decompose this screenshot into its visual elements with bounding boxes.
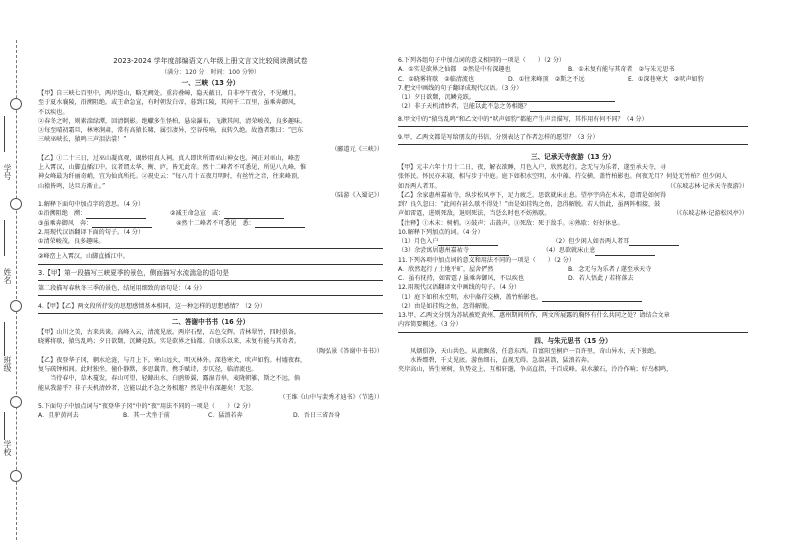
binding-hole bbox=[10, 396, 22, 408]
answer-line[interactable] bbox=[38, 248, 383, 249]
passage-line: 夹岸高山，皆生寒树，负势竞上，互相轩邈，争高直指，千百成峰。泉水激石，泠泠作响；好鸟相鸣， bbox=[398, 366, 673, 374]
passage-line: 【甲】山川之美，古来共谈。高峰入云，清流见底。两岸石壁，五色交辉。青林翠竹，四时俱备。 bbox=[38, 329, 301, 337]
passage-source: （《东坡志林·记承天寺夜游》） bbox=[666, 182, 748, 190]
binding-dashed-line bbox=[16, 40, 17, 540]
passage-notes: 【注释】①木末：树梢。②鼓声：击鼓声。③死敌：死于敌手。④熟歇：好好休息。 bbox=[398, 219, 624, 227]
section-2-title: 二、答谢中书书（16 分） bbox=[171, 318, 250, 327]
passage-text: 如吾两人者耳。 bbox=[398, 182, 441, 190]
q7-item-text: （1）夕日欲颓，沉鳞竞跃。 bbox=[398, 94, 476, 101]
passage-line: 复与疏钟相间。此时独坐，僮仆静默，多思曩昔，携手赋诗，步仄径，临清流也。 bbox=[38, 366, 258, 374]
question-3-cont: 第二段描写春秋冬三季的景色，结尾用细致的语句是：（4 分） bbox=[38, 284, 206, 292]
passage-line: ②春冬之时，则素湍绿潭，回清倒影。绝巘多生怪柏，悬泉瀑布，飞漱其间，清荣峻茂，良多趣味。 bbox=[38, 117, 307, 125]
q2-item: ①清荣峻茂，良多趣味。 bbox=[38, 238, 105, 246]
passage-line: 【甲】自三峡七百里中，两岸连山，略无阙处。重岩叠嶂，隐天蔽日，自非亭午夜分，不见曦月。 bbox=[38, 90, 301, 98]
option-c[interactable]: C．猛浪若奔 bbox=[208, 412, 243, 420]
question-5-options bbox=[38, 411, 383, 420]
passage-s2-yi bbox=[38, 356, 383, 402]
passage-line: 三峡巫峡长，猿鸣三声泪沾裳！” bbox=[38, 136, 127, 144]
question-6: 6.下列各组句子中加点词的意义相同的一项是（ ）（2 分） bbox=[398, 57, 566, 64]
question-9: 9.甲、乙两文都是写给朋友的书信，分别表达了作者怎样的愿望？（3 分） bbox=[398, 133, 599, 141]
binding-margin bbox=[0, 0, 32, 560]
passage-line: 神女峰最为纤丽奇峭，宜为仙真所托。②祝史云：“每八月十五夜月明时，有丝竹之音，往来峰顶， bbox=[38, 173, 304, 181]
passage-line: 到？良久忽曰：“此间有甚么歇不得处！”由是如挂钩之鱼，忽得解脱。若人悟此，虽两阵相接，鼓 bbox=[398, 201, 661, 209]
option-a-b[interactable]: A．①实是欲界之仙都 ②然是中有深趣也 bbox=[398, 66, 511, 74]
passage-jia bbox=[38, 89, 383, 154]
question-6-options bbox=[398, 65, 748, 74]
q12-item bbox=[398, 302, 748, 311]
label-class: 班级 bbox=[3, 356, 12, 372]
section-4-title: 四、与朱元思书（15 分） bbox=[534, 336, 612, 345]
q10-item: （2）但少闲人如吾两人者耳 bbox=[552, 238, 630, 246]
q10-item: （1）月色入户 bbox=[398, 238, 439, 246]
answer-blank[interactable] bbox=[530, 111, 620, 112]
passage-source: （王维《山中与裴秀才迪书》（节选）） bbox=[279, 393, 383, 401]
question-1-row bbox=[38, 209, 383, 218]
option-c[interactable]: C．①晓雾将歇 ②临清流也 bbox=[398, 75, 475, 83]
question-2: 2.用现代汉语翻译下面的句子。（4 分） bbox=[38, 228, 145, 236]
option-d[interactable]: D．吾日三省吾身 bbox=[293, 412, 341, 420]
question-6-options bbox=[398, 75, 748, 84]
passage-line: 至于夏水襄陵，沿溯阻绝。或王命急宣，有时朝发白帝，暮到江陵，其间千二百里，虽乘奔御风， bbox=[38, 99, 301, 107]
q7-item bbox=[398, 102, 748, 111]
passage-s3-jia bbox=[398, 163, 748, 191]
question-1-row bbox=[38, 219, 383, 228]
passage-source: （陶弘景《答谢中书书》） bbox=[312, 347, 383, 355]
name-line bbox=[4, 220, 5, 256]
question-11-options bbox=[398, 274, 748, 283]
question-13: 13.甲、乙两文分别为苏轼被贬黄州、惠州期间所作，两文所展露的胸怀有什么共同之处？请结合文章 bbox=[398, 312, 670, 320]
question-7: 7.把文中画线的句子翻译成现代汉语。（3 分） bbox=[398, 84, 523, 92]
question-11: 11.下列各项中加点词的意义和用法不同的一项是（ ）（2 分） bbox=[398, 256, 575, 264]
label-school: 学校 bbox=[3, 440, 12, 456]
question-4: 4.【甲】【乙】两文段所抒发的思想感情基本相同，这一种怎样的思想感情？（2 分） bbox=[38, 302, 266, 310]
exam-subtitle: （满分：120 分 时间：100 分钟） bbox=[161, 69, 260, 76]
passage-s4 bbox=[398, 347, 748, 375]
q12-item-text: （2）由是如挂钩之鱼，忽得解脱。 bbox=[398, 302, 494, 310]
section-1-title: 一、三峡（13 分） bbox=[181, 79, 240, 87]
q12-item bbox=[398, 293, 748, 302]
q10-item: （4）思欲就床止息 bbox=[542, 247, 596, 255]
question-10-row bbox=[398, 246, 748, 255]
answer-blank[interactable] bbox=[255, 227, 305, 228]
option-c[interactable]: C．虽有抚持，如雷霆 / 虽乘奔御风，不以疾也 bbox=[398, 275, 524, 283]
passage-s2-jia bbox=[38, 328, 383, 356]
passage-line: 不以疾也。 bbox=[38, 108, 69, 116]
student-id-line bbox=[4, 116, 5, 152]
passage-line bbox=[398, 209, 748, 218]
class-line bbox=[4, 322, 5, 358]
option-d[interactable]: D．若人悟此 / 若将落去 bbox=[568, 275, 634, 283]
answer-blank[interactable] bbox=[595, 255, 655, 256]
passage-line: 能从我游乎？非子天机清妙者，岂能以此不急之务相邀？然是中有深趣矣！无忽。 bbox=[38, 384, 258, 392]
answer-line[interactable] bbox=[398, 144, 748, 145]
binding-hole bbox=[10, 470, 22, 482]
passage-line: 水皆缥碧，千丈见底。游鱼细石，直视无碍。急湍甚箭，猛浪若奔。 bbox=[398, 356, 593, 364]
answer-line[interactable] bbox=[398, 126, 748, 127]
right-column bbox=[398, 56, 748, 374]
passage-source: （郦道元《三峡》） bbox=[331, 145, 383, 153]
question-10-row bbox=[398, 237, 748, 246]
answer-line[interactable] bbox=[38, 295, 383, 296]
question-1: 1.解释下面句中加点字的意思。（4 分） bbox=[38, 201, 145, 209]
answer-line[interactable] bbox=[398, 332, 748, 333]
passage-line: 张怀民。怀民亦未寝，相与步于中庭。庭下如积水空明，水中藻、荇交横，盖竹柏影也。何夜无月？何处无竹柏？但少闲人 bbox=[398, 173, 728, 181]
binding-hole bbox=[10, 98, 22, 110]
passage-line: 【乙】余家惠州嘉祐寺，纵步松风亭下，足力疲乏，思欲就床止息。望亭宇尚在木末，意谓是如何得 bbox=[398, 191, 667, 199]
q7-item bbox=[398, 93, 748, 102]
option-d[interactable]: D．①往来峰顶 ②斯之不远 bbox=[508, 75, 585, 83]
answer-line[interactable] bbox=[38, 264, 383, 265]
label-student-id: 学号 bbox=[3, 164, 12, 180]
passage-line: 【乙】夜登华子冈，辋水沦涟，与月上下。寒山远火，明灭林外。深巷寒犬，吠声如豹。村墟夜舂， bbox=[38, 356, 307, 364]
passage-source: （《东坡志林·记游松风亭》） bbox=[672, 210, 748, 218]
passage-line: 【乙】①二十三日，过巫山凝真观，谒妙用真人祠。真人即世所谓巫山神女也。祠正对巫山，峰峦 bbox=[38, 154, 301, 162]
passage-line: 上入霄汉，山脚直插江中。议者谓太华、衡、庐，皆无此奇。然十二峰者不可悉见，所见八九峰，惟 bbox=[38, 164, 307, 172]
passage-yi bbox=[38, 154, 383, 200]
label-name: 姓名 bbox=[3, 268, 12, 284]
option-b[interactable]: B．其一犬坐于前 bbox=[123, 412, 170, 420]
q1-item: ①沿溯阻绝 溯： bbox=[38, 210, 87, 218]
q1-item: ④然十二峰者不可悉见 悉： bbox=[176, 219, 255, 227]
option-a[interactable]: A．欣然起行 / 土地平旷，屋舍俨然 bbox=[398, 265, 494, 273]
option-b[interactable]: B．①未复有能与其奇者 ②与朱元思书 bbox=[568, 66, 675, 74]
passage-line: 山猿皆鸣，达旦方渐止。” bbox=[38, 182, 106, 190]
passage-line: 【甲】元丰六年十月十二日，夜，解衣欲睡，月色入户，欣然起行。念无与为乐者，遂至承天寺，寻 bbox=[398, 164, 667, 172]
option-e[interactable]: E．①深巷寒犬 ②吠声如豹 bbox=[628, 75, 704, 83]
section-3-title: 三、记承天寺夜游（13 分） bbox=[530, 153, 615, 161]
question-12: 12.用现代汉语翻译文中画线的句子。（4 分） bbox=[398, 284, 521, 292]
exam-title: 2023-2024 学年度部编语文八年级上册文言文比较阅读测试卷 bbox=[113, 57, 308, 65]
left-column bbox=[38, 77, 383, 421]
passage-line: ③每至晴初霜旦，林寒涧肃，常有高猿长啸，属引凄异，空谷传响，哀转久绝。故渔者歌曰：“巴东 bbox=[38, 127, 304, 135]
option-a[interactable]: A．且驴黄河去 bbox=[38, 412, 79, 420]
q2-item: ②峰峦上入霄汉，山脚直插江中。 bbox=[38, 253, 129, 261]
question-13-cont: 内容简要概述。（3 分） bbox=[398, 321, 462, 329]
binding-hole bbox=[10, 198, 22, 210]
question-3: 3.【甲】第一段描写三峡夏季的景色，侧面描写水流湍急的语句是 bbox=[38, 268, 229, 277]
answer-line[interactable] bbox=[38, 313, 383, 314]
q10-item: （3）余尝寓居惠州嘉祐寺 bbox=[398, 247, 469, 255]
passage-source: （陆游《入蜀记》） bbox=[331, 191, 383, 199]
q12-item-text: （1）庭下如积水空明，水中藻荇交横，盖竹柏影也。 bbox=[398, 293, 543, 301]
binding-hole bbox=[10, 300, 22, 312]
question-11-options bbox=[398, 265, 748, 274]
passage-line bbox=[398, 182, 748, 191]
option-b[interactable]: B．念无与为乐者 / 遂至承天寺 bbox=[568, 265, 652, 273]
passage-line: 晓雾将歇，猿鸟乱鸣；夕日欲颓，沉鳞竞跃。实是欲界之仙都。自康乐以来，未复有能与其奇者。 bbox=[38, 338, 301, 346]
question-8: 8.甲文中的“猿鸟乱鸣”和乙文中的“吠声如豹”都能产生声音描写，其作用有何不同？（4 分） bbox=[398, 115, 648, 123]
question-5: 5.下面句子中加点词与“夜登华子冈”中的“夜”用法不同的一项是（ ）（2 分） bbox=[38, 403, 255, 411]
q7-item-text: （2）非子天机清妙者，岂能以此不急之务相邀？ bbox=[398, 103, 530, 111]
passage-s3-yi bbox=[398, 191, 748, 219]
q1-item: ②减王命急宣 或： bbox=[170, 210, 225, 218]
passage-line: 风烟俱净，天山共色。从流飘荡，任意东西。自富阳至桐庐一百许里，奇山异水，天下独绝。 bbox=[398, 347, 661, 355]
q1-item: ③虽乘奔御风 奔： bbox=[38, 219, 93, 227]
question-10: 10.解释下列加点的词。（4 分） bbox=[398, 228, 484, 236]
passage-line: 当待春中，草木蔓发，春山可望，轻鲦出水，白鸥矫翼，露湿青皋，麦陇朝雊，斯之不远，倘 bbox=[38, 375, 301, 383]
passage-text: 声如雷霆，进则死敌，退则死法，当恁么时也不妨熟歇。 bbox=[398, 210, 551, 218]
answer-line[interactable] bbox=[38, 280, 383, 281]
